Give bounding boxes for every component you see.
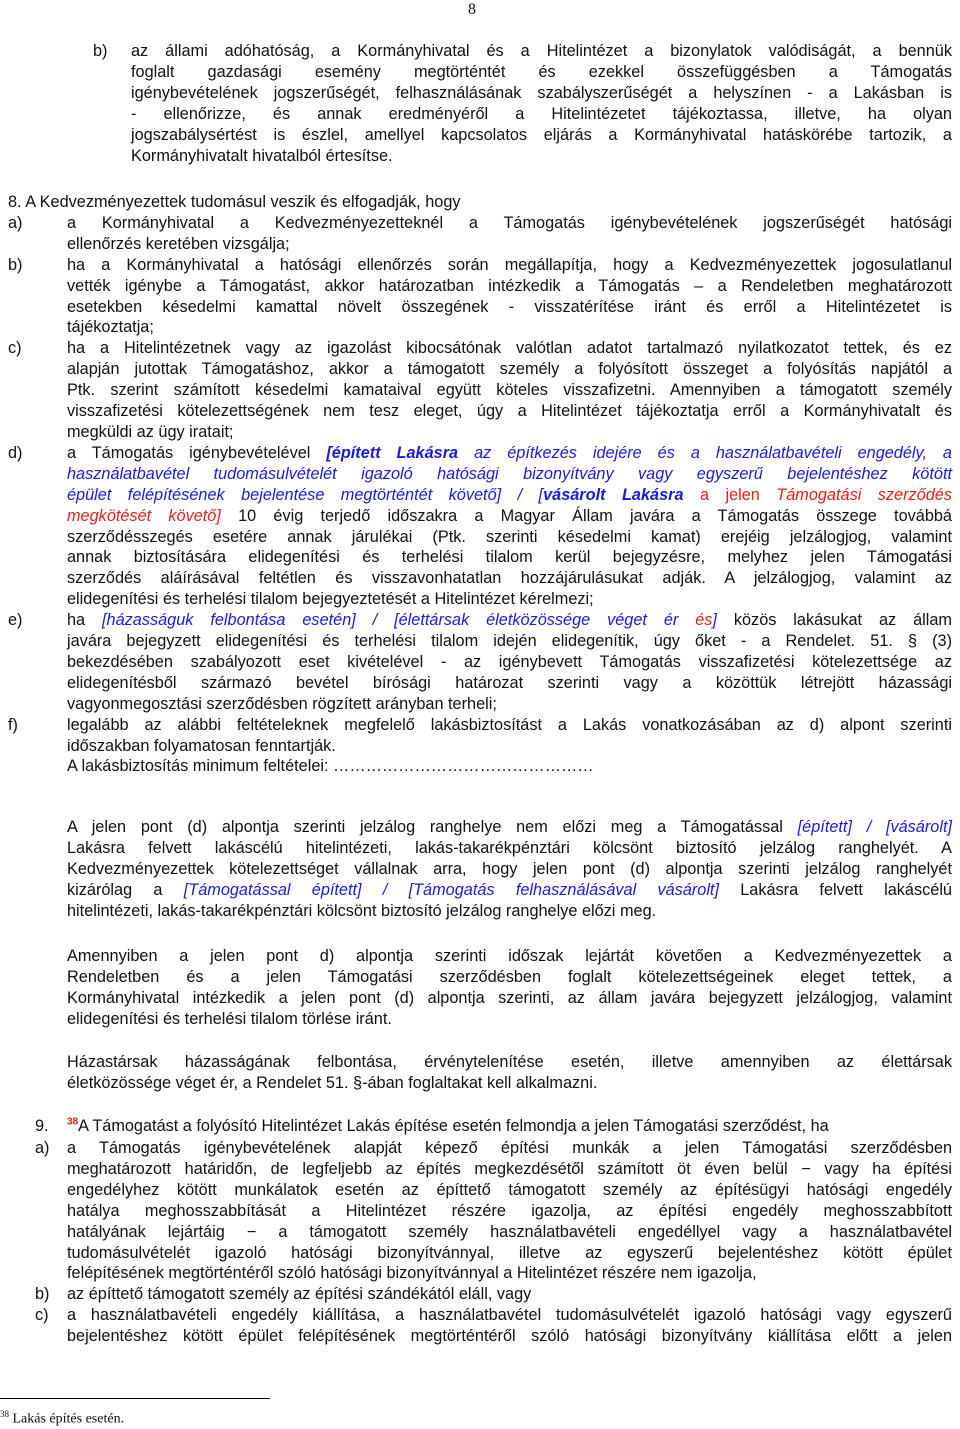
fill-in-dots: …………………………………………: [333, 757, 594, 776]
text-line: [67, 817, 952, 838]
paragraph-hazastarsak: [0, 1052, 960, 1094]
text-segment: kizárólag a: [67, 880, 184, 899]
section-7b: [0, 41, 960, 166]
text-line: hatályának lejártáig − a támogatott személy használatbavételi engedéllyel vagy a használatbavétel: [67, 1222, 952, 1241]
text-segment: a Támogatás igénybevételével: [67, 443, 327, 462]
placeholder-red: és: [678, 611, 713, 630]
text-line: igénybevételének jogszerűségét, felhasználásának szabályszerűségét a helyszínen - a Lakásban is: [131, 83, 952, 102]
footnote: [0, 1406, 124, 1428]
text-line: [67, 506, 952, 527]
text-line: alapján jutottak Támogatáshoz, akkor a támogatott személy a folyósított összeget a folyósítás napjától a: [67, 360, 952, 379]
section-9c: [0, 1305, 960, 1347]
text-line: esetekben késedelmi kamattal növelt összegének - visszatérítése iránt és erről a Hitelintézetet is: [67, 297, 952, 316]
text-line: legalább az alábbi feltételeknek megfelelő lakásbiztosítást a Lakás vonatkozásában az d) alpont szerinti: [67, 715, 952, 734]
text-line: elidegenítési és terhelési tilalom bejegyeztetését a Hitelintézet kérelmezi;: [67, 590, 594, 609]
text-line: az építtető támogatott személy az építési szándékától eláll, vagy: [67, 1285, 532, 1304]
text-line: Kormányhivatal intézkedik a jelen pont (d) alpontja szerinti, az állam javára bejegyzett jelzálogjog, valamint: [67, 988, 952, 1007]
text-line: tudomásulvételét igazoló hatósági bizonyítvánnyal, illetve az egyszerű bejelentéshez kötött épület: [67, 1243, 952, 1262]
text-line: jogszabálysértést is észlel, amellyel kapcsolatos eljárás a Kormányhivatal hatáskörébe tartozik, a: [131, 125, 952, 144]
text-line: tájékoztatja;: [67, 318, 154, 337]
section-number: 9.: [35, 1117, 49, 1135]
text-line: a használatbavételi engedély kiállítása, a használatbavétel tudomásulvételét igazoló hatósági vagy egyszerű: [67, 1306, 952, 1325]
text-line: Lakásra felvett lakáscélú hitelintézeti, lakás-takarékpénztári kölcsönt biztosító jelzálog ranghelyét. A: [67, 838, 952, 857]
section-8-heading: 8. A Kedvezményezettek tudomásul veszik és elfogadják, hogy: [8, 193, 461, 211]
footnote-number: 38: [0, 1409, 9, 1419]
text-segment: 10 évig terjedő időszakra a Magyar Állam javára a Támogatás összege továbbá: [220, 506, 952, 525]
section-8d: [0, 443, 960, 610]
text-line: bejelentéshez kötött épület felépítésének megtörténtéről szóló hatósági bizonyítvány kiállítása előtt a jelen: [67, 1327, 952, 1346]
placeholder-bracket: [épített] / [vásárolt]: [797, 818, 953, 836]
text-line: hatálya meghosszabbítását a Hitelintézet részére igazolja, az építési engedély meghosszabbított: [67, 1201, 952, 1220]
placeholder-text: használatbavétel tudomásulvételét igazoló hatósági bizonyítvány vagy egyszerű bejelentéshez kötött: [67, 464, 952, 483]
text-segment: A lakásbiztosítás minimum feltételei:: [67, 757, 334, 776]
text-line: szerződés aláírásával feltétlen és visszavonhatatlan hozzájárulásukat adják. A jelzálogjog, valamint az: [67, 569, 952, 588]
section-9-heading: [0, 1116, 960, 1138]
text-line: szerződésszegés esetére annak járulékai (Ptk. szerinti késedelmi kamat) erejéig jelzálogjog, valamint: [67, 527, 952, 546]
section-9b: [0, 1284, 960, 1305]
item-label: a): [35, 1139, 50, 1157]
placeholder-bracket: [házasságuk felbontása esetén] / [élettársak életközössége véget ér: [102, 611, 679, 630]
text-line: Ptk. szerint számított késedelmi kamataival együtt köteles visszafizetni. Amennyiben a támogatott személy: [67, 381, 952, 400]
text-line: elidegenítési és terhelési tilalom törlése iránt.: [67, 1009, 392, 1028]
item-label: a): [8, 213, 23, 232]
paragraph-jelzalog: [0, 817, 960, 922]
text-line: időszakban folyamatosan fenntartják.: [67, 736, 336, 755]
text-line: annak biztosítására elidegenítési és terhelési tilalom kerül bejegyzésre, melyhez jelen Támogatási: [67, 548, 952, 567]
text-line: vagyonmegosztási szerződésben rögzített arányban terheli;: [67, 694, 497, 713]
text-line: Rendeletben és a jelen Támogatási szerződésben foglalt kötelezettségeinek eleget tettek, a: [67, 967, 952, 986]
text-line: engedélyhez kötött munkálatok esetén az építtető támogatott személy az építésügyi hatósági engedély: [67, 1180, 952, 1199]
text-line: ha a Kormányhivatal a hatósági ellenőrzés során megállapítja, hogy a Kedvezményezettek jogosulatlanul: [67, 255, 952, 274]
text-line: vették igénybe a Támogatást, akkor határozatban intézkedik a Támogatás – a Rendeletben meghatározott: [67, 276, 952, 295]
item-label: b): [8, 255, 23, 274]
text-line: meghatározott határidőn, de legfeljebb az építés megkezdésétől számított öt éven belül − vagy ha építési: [67, 1159, 952, 1178]
item-label: b): [93, 42, 108, 60]
text-line: [67, 485, 952, 506]
text-line: bekezdésében szabályozott eset kivételével - az igénybevett Támogatás visszafizetési kötelezettsége az: [67, 652, 952, 671]
text-line: Házastársak házasságának felbontása, érvénytelenítése esetén, illetve amennyiben az élettársak: [67, 1053, 952, 1071]
item-label: f): [8, 715, 18, 734]
text-line: [67, 880, 952, 901]
text-line: elidegenítésből származó bevétel bírósági határozat szerinti vagy a közöttük létrejött házassági: [67, 673, 952, 692]
section-8e: [0, 610, 960, 715]
section-9-heading-text: [67, 1116, 829, 1137]
text-line: visszafizetési kötelezettségének nem tesz eleget, úgy a Hitelintézet tájékoztatja erről a Kormányhivatalt és: [67, 402, 952, 421]
section-8b: [0, 255, 960, 339]
text-line: [67, 610, 952, 631]
text-segment: A Támogatást a folyósító Hitelintézet Lakás építése esetén felmondja a jelen Támogatási szerződést, ha: [78, 1117, 829, 1135]
text-line: hitelintézeti, lakás-takarékpénztári kölcsönt biztosító jelzálog ranghelye előzi meg.: [67, 901, 657, 920]
text-line: életközössége véget ér, a Rendelet 51. §-ában foglaltakat kell alkalmazni.: [67, 1073, 598, 1092]
page-number: 8: [468, 1, 476, 18]
text-line: foglalt gazdasági esemény megtörténtét és ezekkel összefüggésben a Támogatás: [131, 62, 952, 81]
footnote-reference[interactable]: 38: [67, 1116, 79, 1128]
text-line: felépítésének megtörténtéről szóló hatósági bizonyítvánnyal a Hitelintézet részére nem igazolja,: [67, 1264, 757, 1283]
insurance-min-conditions: [67, 756, 952, 777]
item-label: c): [35, 1306, 49, 1325]
placeholder-red: megkötését követő]: [67, 506, 221, 525]
item-label: c): [8, 339, 22, 358]
text-line: javára bejegyzett elidegenítési és terhelési tilalom idején elidegenítik, úgy őket - a Rendelet. 51. § (3): [67, 632, 952, 651]
section-8f: [0, 715, 960, 778]
text-line: az állami adóhatóság, a Kormányhivatal és a Hitelintézet a bizonylatok valódiságát, a bennük: [131, 42, 952, 60]
text-segment: A jelen pont (d) alpontja szerinti jelzálog ranghelye nem előzi meg a Támogatással: [67, 818, 798, 836]
text-line: Amennyiben a jelen pont d) alpontja szerinti időszak lejártát követően a Kedvezményezettek a: [67, 947, 952, 965]
section-8c: [0, 338, 960, 443]
text-line: ellenőrzés keretében vizsgálja;: [67, 234, 290, 253]
section-9a: [0, 1138, 960, 1284]
placeholder-bracket: vásárolt Lakásra: [543, 485, 684, 504]
text-line: Kedvezményezettek kötelezettséget vállalnak arra, hogy jelen pont (d) alpontja szerinti jelzálog ranghelyét: [67, 859, 952, 878]
text-line: Kormányhivatalt hivatalból értesítse.: [131, 146, 393, 165]
item-label: d): [8, 443, 23, 462]
placeholder-text: épület felépítésének bejelentése megtörténtét követő] / [: [67, 485, 544, 504]
placeholder-bracket: [épített Lakásra: [326, 443, 459, 462]
paragraph-amennyiben: [0, 946, 960, 1030]
placeholder-bracket: [Támogatással épített] / [Támogatás felhasználásával vásárolt]: [183, 880, 719, 899]
section-9: [0, 1116, 960, 1347]
section-8a: [0, 213, 960, 255]
text-line: - ellenőrizze, és annak eredményéről a Hitelintézetet tájékoztassa, illetve, ha olyan: [131, 104, 952, 123]
placeholder-red: a jelen: [683, 485, 777, 504]
footnote-text: Lakás építés esetén.: [12, 1411, 125, 1427]
footnote-separator: [0, 1398, 270, 1399]
text-segment: Lakásra felvett lakáscélú: [718, 880, 952, 899]
section-7b-text: [131, 41, 952, 166]
item-label: e): [8, 611, 23, 630]
text-line: a Kormányhivatal a Kedvezményezetteknél a Támogatás igénybevételének jogszerűségét hatósági: [67, 213, 952, 232]
text-segment: közös lakásukat az állam: [716, 611, 952, 630]
placeholder-text: az építkezés idejére és a használatbavételi engedély, a: [458, 443, 952, 462]
placeholder-bracket: ]: [712, 611, 717, 630]
text-line: [67, 443, 952, 464]
section-8: [0, 192, 960, 777]
text-line: megküldi az ügy iratait;: [67, 422, 234, 441]
text-line: ha a Hitelintézetnek vagy az igazolást kibocsátónak valótlan adatot tartalmazó nyilatkozatot tettek, és ez: [67, 339, 952, 358]
text-line: a Támogatás igénybevételének alapját képező építési munkák a jelen Támogatási szerződésben: [67, 1139, 952, 1157]
text-segment: ha: [67, 611, 103, 630]
item-label: b): [35, 1285, 50, 1304]
placeholder-red: Támogatási szerződés: [776, 485, 953, 504]
